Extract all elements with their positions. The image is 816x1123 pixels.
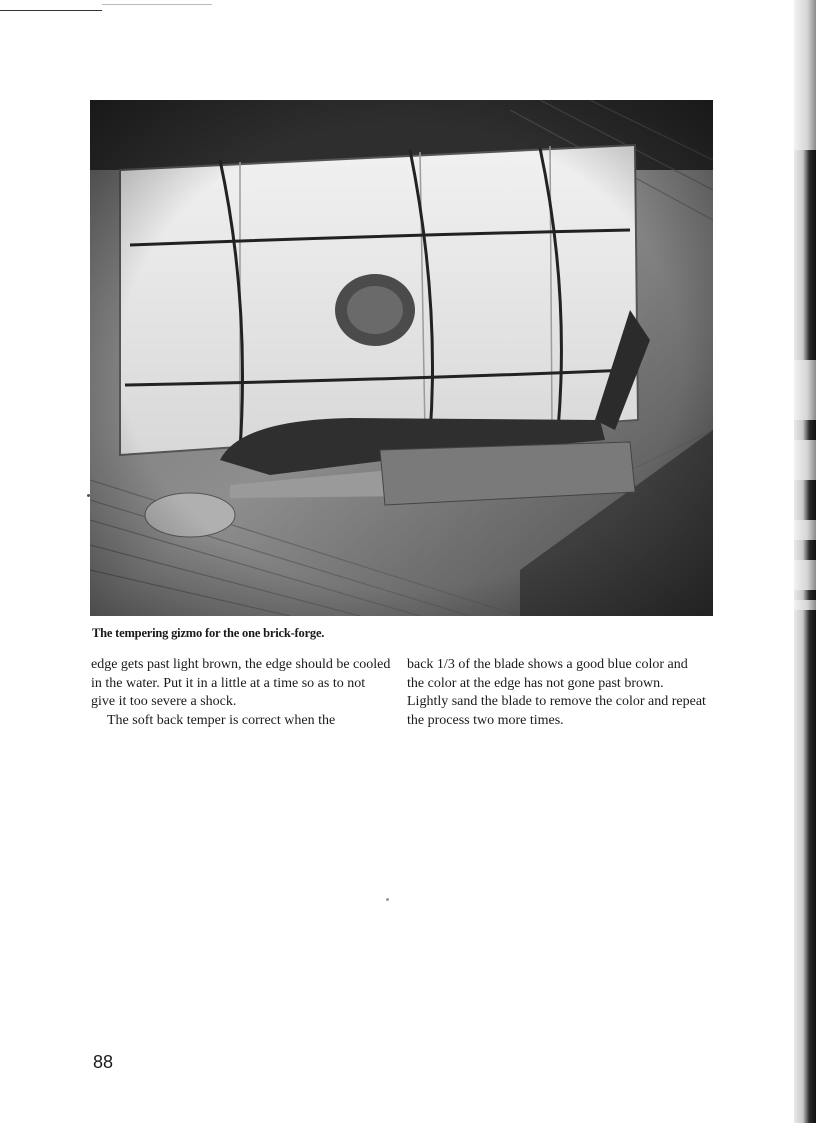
figure-caption: The tempering gizmo for the one brick-forge.	[92, 626, 325, 640]
paragraph: The soft back temper is correct when the	[107, 712, 336, 728]
right-text-column	[407, 656, 707, 730]
scan-edge-shadow	[794, 0, 816, 1123]
paragraph: edge gets past light brown, the edge should be cooled in the water. Put it in a little at a time so as to not give it too severe a shock.	[91, 657, 391, 709]
page-number: 88	[93, 1052, 114, 1072]
paragraph: back 1/3 of the blade shows a good blue color and the color at the edge has not gone past brown. Lightly sand the blade to remove the color and repeat the process two more times.	[407, 657, 706, 728]
scan-speck	[87, 494, 90, 497]
top-rule-faint	[102, 4, 212, 5]
scan-speck	[386, 898, 389, 901]
top-rule	[0, 10, 102, 11]
tempering-gizmo-photo	[90, 100, 713, 616]
left-text-column	[91, 656, 391, 730]
